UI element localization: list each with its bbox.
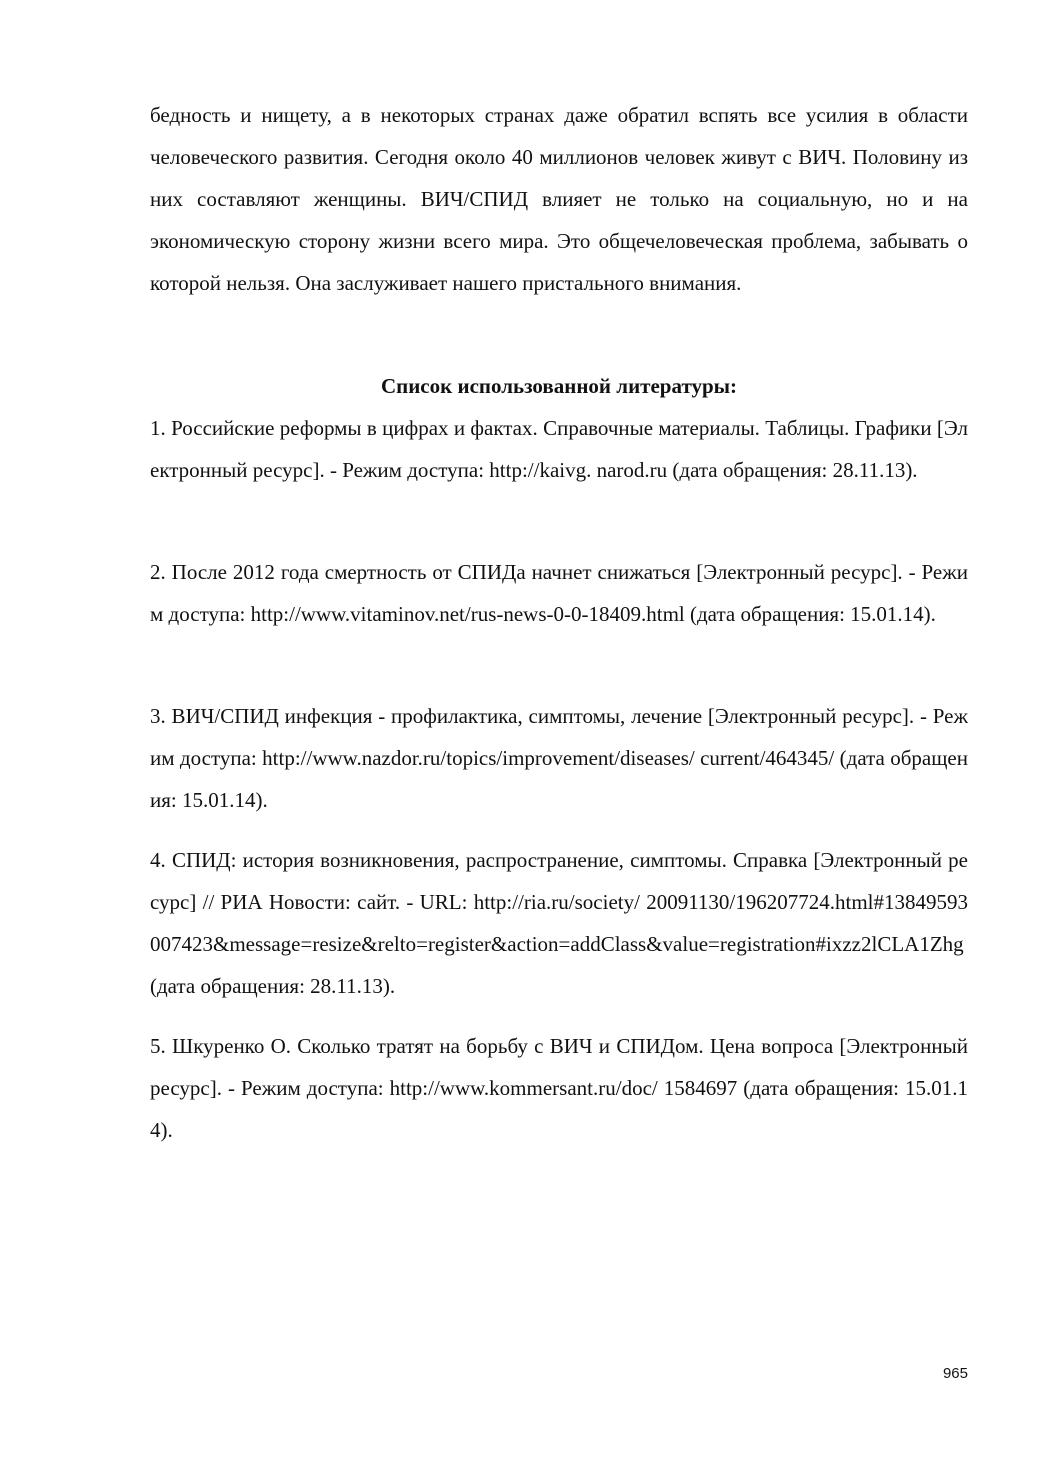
page-number: 965 [942,1365,968,1382]
reference-item-5: 5. Шкуренко О. Сколько тратят на борьбу с ВИЧ и СПИДом. Цена вопроса [Электронный ресурс]. - Режим доступа: http://www.kommersant.ru/doc/ 1584697 (дата обращения: 15.01.14). [150,1034,968,1142]
intro-paragraph: бедность и нищету, а в некоторых странах даже обратил вспять все усилия в области человеческого развития. Сегодня около 40 миллионов человек живут с ВИЧ. Половину из них составляют женщины. ВИЧ/СПИД влияет не только на социальную, но и на экономическую сторону жизни всего мира. Это общечеловеческая проблема, забывать о которой нельзя. Она заслуживает нашего пристального внимания. [150,103,968,295]
reference-item-3: 3. ВИЧ/СПИД инфекция - профилактика, симптомы, лечение [Электронный ресурс]. - Режим доступа: http://www.nazdor.ru/topics/improvement/diseases/ current/464345/ (дата обращения: 15.01.14). [150,704,968,812]
references-title: Список использованной литературы: [380,374,738,398]
reference-item-2: 2. После 2012 года смертность от СПИДа начнет снижаться [Электронный ресурс]. - Режим доступа: http://www.vitaminov.net/rus-news-0-0-18409.html (дата обращения: 15.01.14). [150,560,968,626]
reference-item-4: 4. СПИД: история возникновения, распространение, симптомы. Справка [Электронный ресурс] // РИА Новости: сайт. - URL: http://ria.ru/society/ 20091130/196207724.html#13849593007423&message=resize&relto=register&action=addClass&value=registration#ixzz2lCLA1Zhg (дата обращения: 28.11.13). [150,848,968,998]
reference-item-1: 1. Российские реформы в цифрах и фактах. Справочные материалы. Таблицы. Графики [Электронный ресурс]. - Режим доступа: http://kaivg. narod.ru (дата обращения: 28.11.13). [150,416,968,482]
